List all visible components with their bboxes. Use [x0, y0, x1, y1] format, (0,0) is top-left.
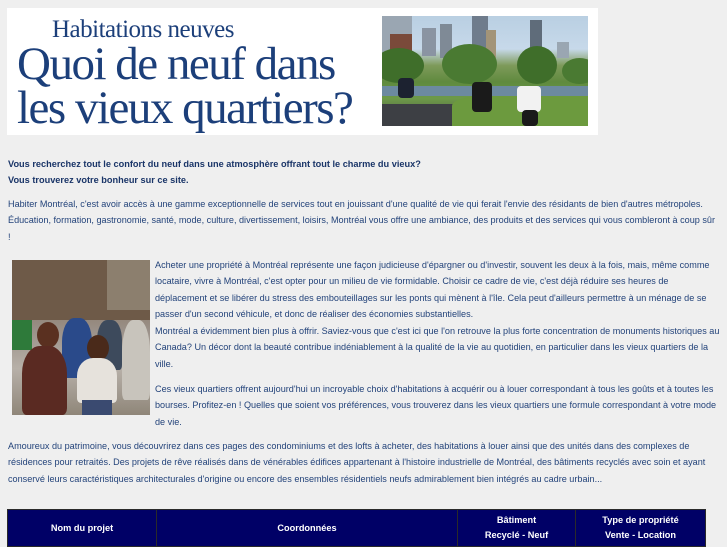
intro-line-2: Vous trouverez votre bonheur sur ce site. — [8, 175, 189, 185]
banner-title-block — [7, 8, 382, 135]
side-photo-crowd — [12, 260, 150, 415]
column-header-building — [458, 510, 576, 547]
banner-photo-cyclists — [382, 16, 588, 126]
header-label-line2: Vente - Location — [605, 530, 676, 540]
paragraph-patrimoine: Amoureux du patrimoine, vous découvrirez dans ces pages des condominiums et des lofts à acheter, des habitations à louer ainsi que des unités dans des complexes de résidences pour retraités. Des projets de rêve réalisés dans de vénérables édifices appartenant à l'histoire industrielle de Montréal, des bâtiments recyclés avec soin et ayant conservé leurs caractéristiques architecturales d'origine ou encore des ensembles résidentiels neufs admirablement bien intégrés au cadre urbain... — [8, 441, 706, 484]
header-label-line1: Bâtiment — [496, 515, 537, 525]
column-header-coordinates — [157, 510, 458, 547]
intro-line-1: Vous recherchez tout le confort du neuf dans une atmosphère offrant tout le charme du vieux? — [8, 159, 421, 169]
intro-text — [8, 156, 708, 188]
paragraph-acheter: Acheter une propriété à Montréal représente une façon judicieuse d'épargner ou d'investir, souvent les deux à la fois, mais, même comme locataire, vivre à Montréal, c'est opter pour un milieu de vie formidable. Choisir ce cadre de vie, c'est déjà réduire ses heures de déplacement et se libérer du stress des embouteillages sur les ponts qui mènent à l'île. Cela peut d'ailleurs permettre à un ménage de se passer d'un second véhicule, et donc de réaliser des économies substantielles. — [155, 260, 710, 319]
paragraph-monuments: Montréal a évidemment bien plus à offrir. Saviez-vous que c'est ici que l'on retrouve la plus forte concentration de monuments historiques au Canada? Un décor dont la beauté contribue indéniablement à la qualité de la vie au quotidien, en particulier dans les vieux quartiers de la ville. — [155, 326, 720, 369]
banner-subtitle: Habitations neuves — [52, 16, 234, 43]
header-label: Nom du projet — [50, 522, 114, 533]
column-header-property-type — [576, 510, 706, 547]
header-banner — [7, 8, 598, 135]
header-label-line1: Type de propriété — [602, 515, 679, 525]
column-header-project-name — [8, 510, 157, 547]
projects-table — [7, 509, 706, 547]
header-label: Coordonnées — [277, 522, 337, 533]
table-header-row — [8, 510, 706, 547]
banner-title-line2: les vieux quartiers? — [17, 82, 353, 134]
banner-title-line1: Quoi de neuf dans — [17, 38, 335, 90]
header-label-line2: Recyclé - Neuf — [484, 530, 549, 540]
paragraph-habiter-montreal: Habiter Montréal, c'est avoir accès à une gamme exceptionnelle de services tout en jouissant d'une qualité de vie qui ferait l'envie des résidants de bien d'autres métropoles. Éducation, formation, gastronomie, santé, mode, culture, divertissement, loisirs, Montréal vous offre une ambiance, des produits et des services qui vous combleront à coup sûr ! — [8, 199, 715, 242]
paragraph-vieux-quartiers: Ces vieux quartiers offrent aujourd'hui un incroyable choix d'habitations à acquérir ou à louer correspondant à tous les goûts et à toutes les bourses. Profitez-en ! Quelles que soient vos préférences, vous trouverez dans les vieux quartiers une formule correspondant à votre mode de vie. — [155, 384, 717, 427]
